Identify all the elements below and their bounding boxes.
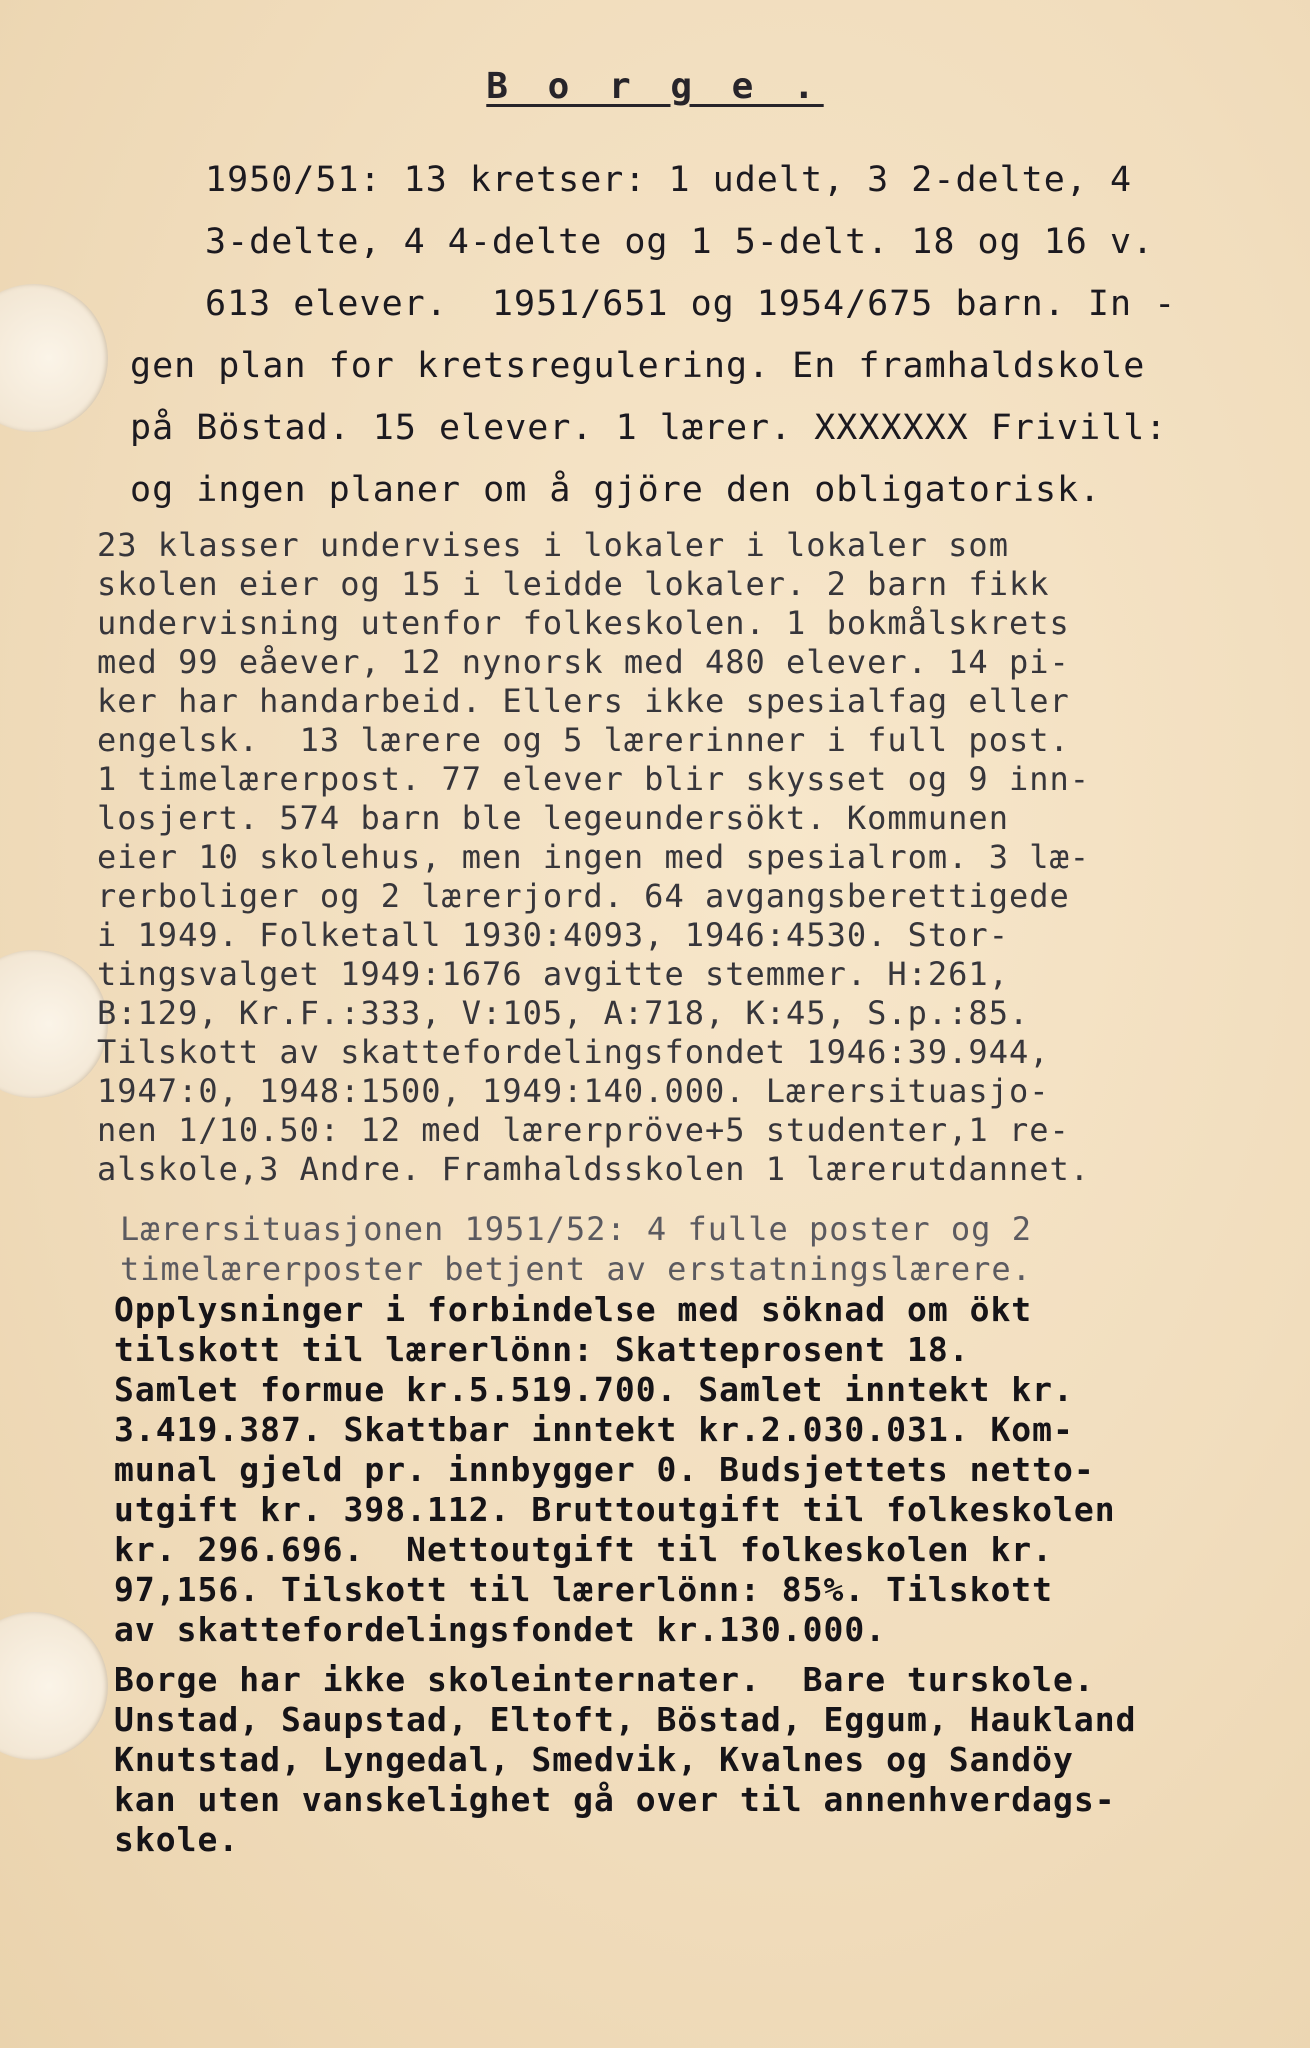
text-line: munal gjeld pr. innbygger 0. Budsjettets netto- <box>114 1450 1095 1489</box>
text-line: 3.419.387. Skattbar inntekt kr.2.030.031. Kom- <box>114 1410 1074 1449</box>
text-line: ker har handarbeid. Ellers ikke spesialfag eller <box>97 682 1070 720</box>
text-line: 1947:0, 1948:1500, 1949:140.000. Lærersituasjo- <box>97 1072 1050 1110</box>
text-line: losjert. 574 barn ble legeundersökt. Kommunen <box>97 799 1009 837</box>
text-line: rerboliger og 2 lærerjord. 64 avgangsberettigede <box>97 877 1070 915</box>
text-line: 97,156. Tilskott til lærerlönn: 85%. Tilskott <box>114 1570 1054 1609</box>
text-line: Unstad, Saupstad, Eltoft, Böstad, Eggum, Haukland <box>114 1700 1137 1739</box>
text-line: alskole,3 Andre. Framhaldsskolen 1 lærerutdannet. <box>97 1150 1091 1188</box>
text-line: Samlet formue kr.5.519.700. Samlet inntekt kr. <box>114 1370 1074 1409</box>
text-line: 613 elever. 1951/651 og 1954/675 barn. In - <box>205 284 1177 324</box>
text-line: eier 10 skolehus, men ingen med spesialrom. 3 læ- <box>97 838 1091 876</box>
text-line: nen 1/10.50: 12 med lærerpröve+5 studenter,1 re- <box>97 1111 1070 1149</box>
text-line: tilskott til lærerlönn: Skatteprosent 18. <box>114 1330 970 1369</box>
page-title: B o r g e . <box>486 66 824 107</box>
text-line: kan uten vanskelighet gå over til annenhverdags- <box>114 1780 1116 1819</box>
text-line: undervisning utenfor folkeskolen. 1 bokmålskrets <box>97 604 1070 642</box>
text-line: utgift kr. 398.112. Bruttoutgift til folkeskolen <box>114 1490 1116 1529</box>
punch-hole <box>0 284 108 432</box>
text-line: Borge har ikke skoleinternater. Bare turskole. <box>114 1660 1095 1699</box>
text-line: 1950/51: 13 kretser: 1 udelt, 3 2-delte, 4 <box>205 160 1133 200</box>
text-line: kr. 296.696. Nettoutgift til folkeskolen kr. <box>114 1530 1054 1569</box>
text-line: 23 klasser undervises i lokaler i lokaler som <box>97 526 1009 564</box>
text-line: gen plan for kretsregulering. En framhaldskole <box>130 346 1146 386</box>
text-line: Knutstad, Lyngedal, Smedvik, Kvalnes og Sandöy <box>114 1740 1074 1779</box>
text-line: Tilskott av skattefordelingsfondet 1946:39.944, <box>97 1033 1050 1071</box>
text-line: og ingen planer om å gjöre den obligatorisk. <box>130 470 1102 510</box>
text-line: tingsvalget 1949:1676 avgitte stemmer. H:261, <box>97 955 1009 993</box>
text-line: skolen eier og 15 i leidde lokaler. 2 barn fikk <box>97 565 1050 603</box>
punch-hole <box>0 1612 108 1760</box>
text-line: engelsk. 13 lærere og 5 lærerinner i full post. <box>97 721 1070 759</box>
text-line: på Böstad. 15 elever. 1 lærer. XXXXXXX Frivill: <box>130 408 1168 448</box>
text-line: skole. <box>114 1820 240 1859</box>
text-line: 3-delte, 4 4-delte og 1 5-delt. 18 og 16 v. <box>205 222 1155 262</box>
text-line: med 99 eåever, 12 nynorsk med 480 elever. 14 pi- <box>97 643 1070 681</box>
punch-hole <box>0 950 108 1098</box>
text-line: av skattefordelingsfondet kr.130.000. <box>114 1610 887 1649</box>
text-line: 1 timelærerpost. 77 elever blir skysset og 9 inn- <box>97 760 1091 798</box>
text-line: Opplysninger i forbindelse med söknad om ökt <box>114 1290 1033 1329</box>
text-line: timelærerposter betjent av erstatningslærere. <box>120 1250 1032 1288</box>
text-line: Lærersituasjonen 1951/52: 4 fulle poster og 2 <box>120 1210 1032 1248</box>
text-line: B:129, Kr.F.:333, V:105, A:718, K:45, S.p.:85. <box>97 994 1030 1032</box>
text-line: i 1949. Folketall 1930:4093, 1946:4530. Stor- <box>97 916 1009 954</box>
